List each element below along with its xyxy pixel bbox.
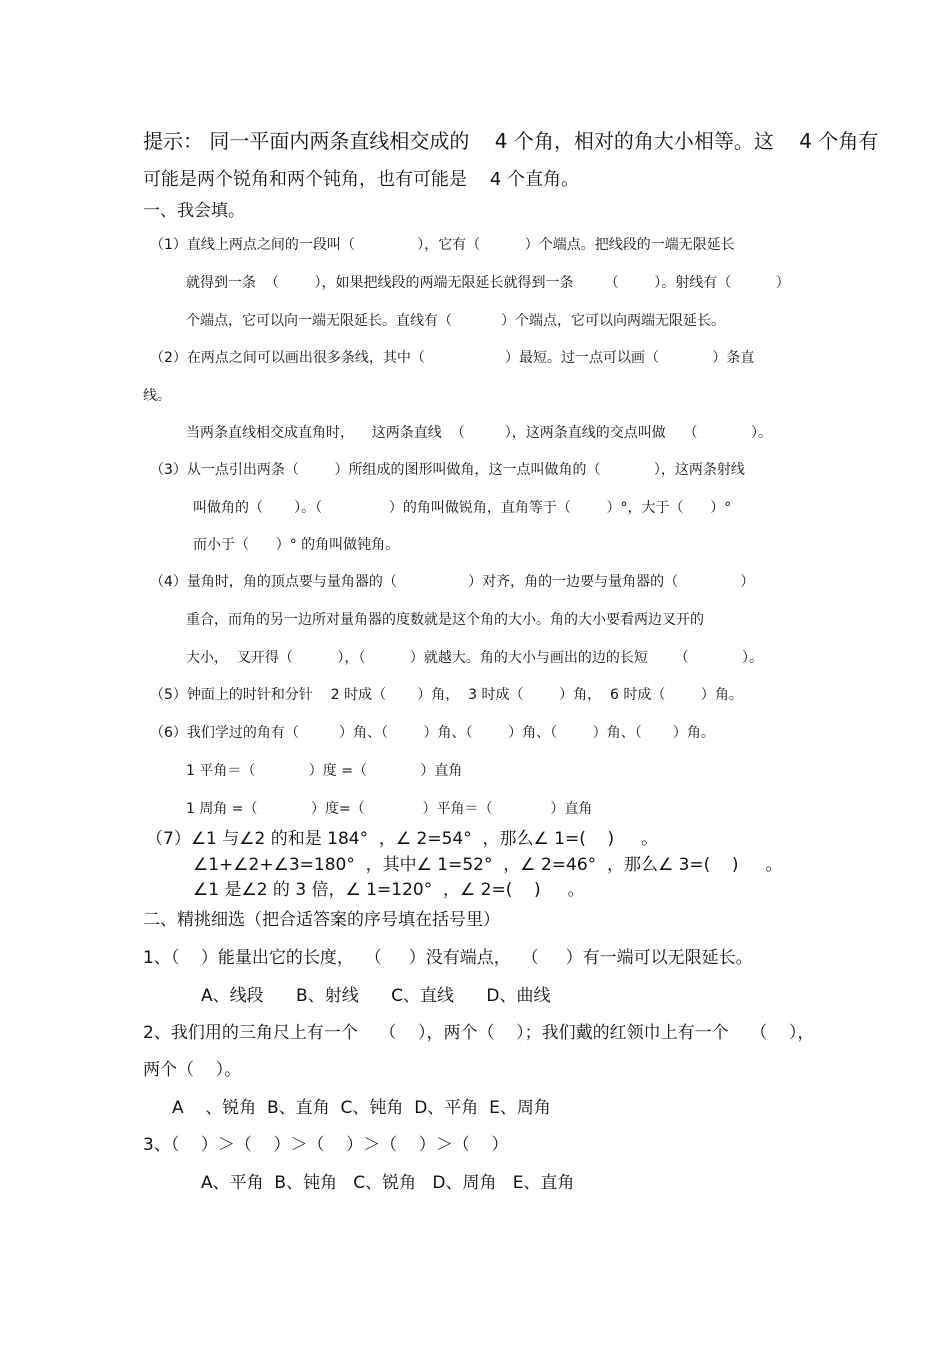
hint-line-1: 提示： 同一平面内两条直线相交成的 4 个角，相对的角大小相等。这 4 个角有 xyxy=(143,129,879,153)
q7-line-2: ∠1+∠2+∠3=180° ，其中∠ 1=52° ，∠ 2=46° ，那么∠ 3=( ) 。 xyxy=(193,855,783,875)
q3-line-2: 叫做角的（ ）。（ ）的角叫做锐角，直角等于（ ）°，大于（ ）° xyxy=(193,500,732,516)
section-2-title: 二、精挑细选（把合适答案的序号填在括号里） xyxy=(143,910,500,930)
q3-line-1: （3）从一点引出两条（ ）所组成的图形叫做角，这一点叫做角的（ ），这两条射线 xyxy=(150,462,745,478)
hint-line-2: 可能是两个锐角和两个钝角，也有可能是 4 个直角。 xyxy=(143,169,580,190)
q2-line-2: 线。 xyxy=(143,388,171,404)
q4-line-3: 大小， 叉开得（ ），（ ）就越大。角的大小与画出的边的长短 （ ）。 xyxy=(186,650,764,666)
q4-line-1: （4）量角时，角的顶点要与量角器的（ ）对齐，角的一边要与量角器的（ ） xyxy=(150,574,755,590)
s2-q2-text-2: 两个（ ）。 xyxy=(143,1060,242,1080)
s2-q1-options: A、线段 B、射线 C、直线 D、曲线 xyxy=(201,986,551,1006)
s2-q1-text: 1、（ ）能量出它的长度， （ ）没有端点， （ ）有一端可以无限延长。 xyxy=(143,948,753,968)
q6-line-2: 1 平角＝（ ）度 =（ ）直角 xyxy=(186,763,463,779)
s2-q3-options: A、平角 B、钝角 C、锐角 D、周角 E、直角 xyxy=(201,1173,575,1193)
q2-line-1: （2）在两点之间可以画出很多条线，其中（ ）最短。过一点可以画（ ）条直 xyxy=(150,350,755,366)
q1-line-2: 就得到一条 （ ），如果把线段的两端无限延长就得到一条 （ ）。射线有（ ） xyxy=(186,275,790,291)
q6-line-1: （6）我们学过的角有（ ）角、（ ）角、（ ）角、（ ）角、（ ）角。 xyxy=(150,725,715,741)
q7-line-1: （7）∠1 与∠2 的和是 184° ，∠ 2=54° ，那么∠ 1=( ) 。 xyxy=(146,829,659,849)
s2-q2-options: A 、锐角 B、直角 C、钝角 D、平角 E、周角 xyxy=(172,1098,551,1118)
q1-line-1: （1）直线上两点之间的一段叫（ ），它有（ ）个端点。把线段的一端无限延长 xyxy=(150,237,735,253)
q4-line-2: 重合，而角的另一边所对量角器的度数就是这个角的大小。角的大小要看两边叉开的 xyxy=(186,612,704,628)
q1-line-3: 个端点，它可以向一端无限延长。直线有（ ）个端点，它可以向两端无限延长。 xyxy=(186,313,725,329)
section-1-title: 一、我会填。 xyxy=(143,201,245,221)
q6-line-3: 1 周角 =（ ）度=（ ）平角＝（ ）直角 xyxy=(186,801,593,817)
q2-line-3: 当两条直线相交成直角时， 这两条直线 （ ），这两条直线的交点叫做 （ ）。 xyxy=(186,425,772,441)
q3-line-3: 而小于（ ）° 的角叫做钝角。 xyxy=(193,537,400,553)
q5-line: （5）钟面上的时针和分针 2 时成（ ）角， 3 时成（ ）角， 6 时成（ ）角。 xyxy=(150,687,743,703)
s2-q2-text-1: 2、我们用的三角尺上有一个 （ ），两个（ ）；我们戴的红领巾上有一个 （ ）， xyxy=(143,1023,815,1043)
s2-q3-text: 3、（ ）＞（ ）＞（ ）＞（ ）＞（ ） xyxy=(143,1135,509,1155)
q7-line-3: ∠1 是∠2 的 3 倍，∠ 1=120° ，∠ 2=( ) 。 xyxy=(193,880,585,900)
